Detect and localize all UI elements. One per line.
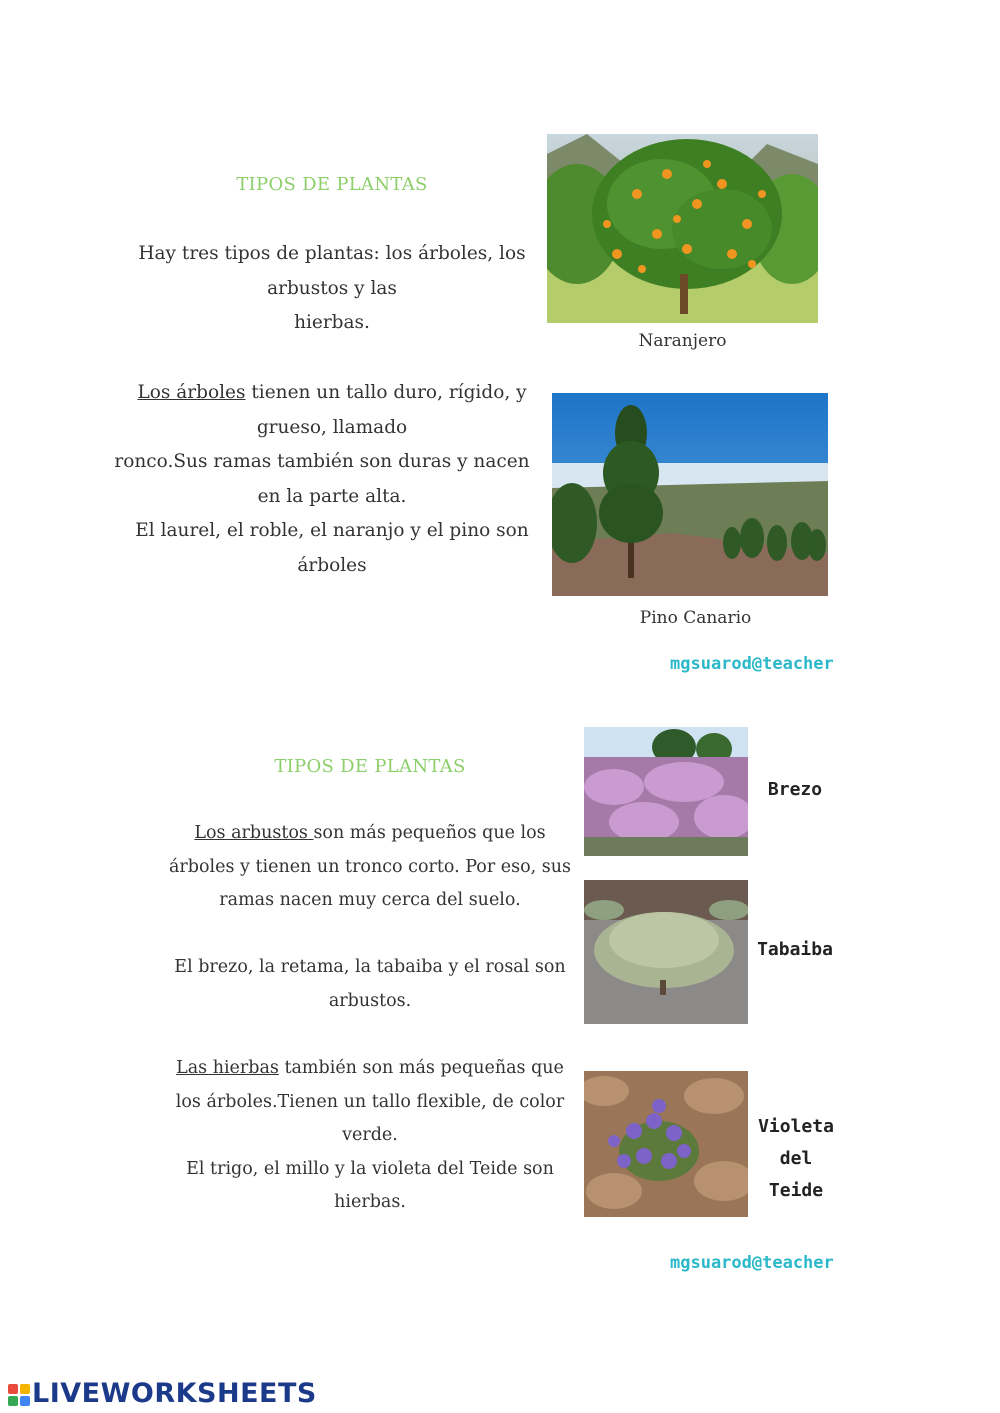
- section1-arboles-paragraph: Los árboles tienen un tallo duro, rígido, y grueso, llamado ronco.Sus ramas también son duras y nacen en la parte alta. El laurel, el roble, el naranjo y el pino son árboles: [114, 382, 530, 576]
- canary-pine-photo: [552, 393, 828, 596]
- orange-tree-photo: [547, 134, 818, 323]
- tabaiba-photo: [584, 880, 748, 1024]
- section2-arbustos-examples: El brezo, la retama, la tabaiba y el rosal son arbustos.: [174, 957, 566, 1011]
- section2-credit: mgsuarod@teacher: [670, 1253, 834, 1273]
- term-arboles: Los árboles: [137, 382, 246, 403]
- canary-pine-caption: Pino Canario: [639, 608, 752, 628]
- tabaiba-label: Tabaiba: [757, 939, 833, 960]
- section1-intro: Hay tres tipos de plantas: los árboles, los arbustos y las hierbas.: [138, 243, 526, 333]
- section2-title: TIPOS DE PLANTAS: [274, 756, 466, 777]
- section1-title: TIPOS DE PLANTAS: [236, 174, 428, 195]
- section2-hierbas-paragraph: Las hierbas también son más pequeñas que los árboles.Tienen un tallo flexible, de color verde. El trigo, el millo y la violeta del Teide son hierbas.: [175, 1058, 565, 1212]
- term-hierbas: Las hierbas: [176, 1058, 279, 1078]
- violet-photo: [584, 1071, 748, 1217]
- orange-tree-caption: Naranjero: [638, 331, 727, 351]
- section2-arbustos-paragraph: Los arbustos son más pequeños que los árboles y tienen un tronco corto. Por eso, sus ramas nacen muy cerca del suelo.: [169, 823, 571, 910]
- heather-label: Brezo: [767, 779, 823, 800]
- violet-label: Violeta del Teide: [758, 1116, 834, 1201]
- section1-credit: mgsuarod@teacher: [670, 654, 834, 674]
- heather-photo: [584, 727, 748, 856]
- term-arbustos: Los arbustos: [194, 823, 314, 843]
- liveworksheets-brand[interactable]: LIVEWORKSHEETS: [32, 1378, 317, 1409]
- liveworksheets-logo-icon: [8, 1384, 30, 1406]
